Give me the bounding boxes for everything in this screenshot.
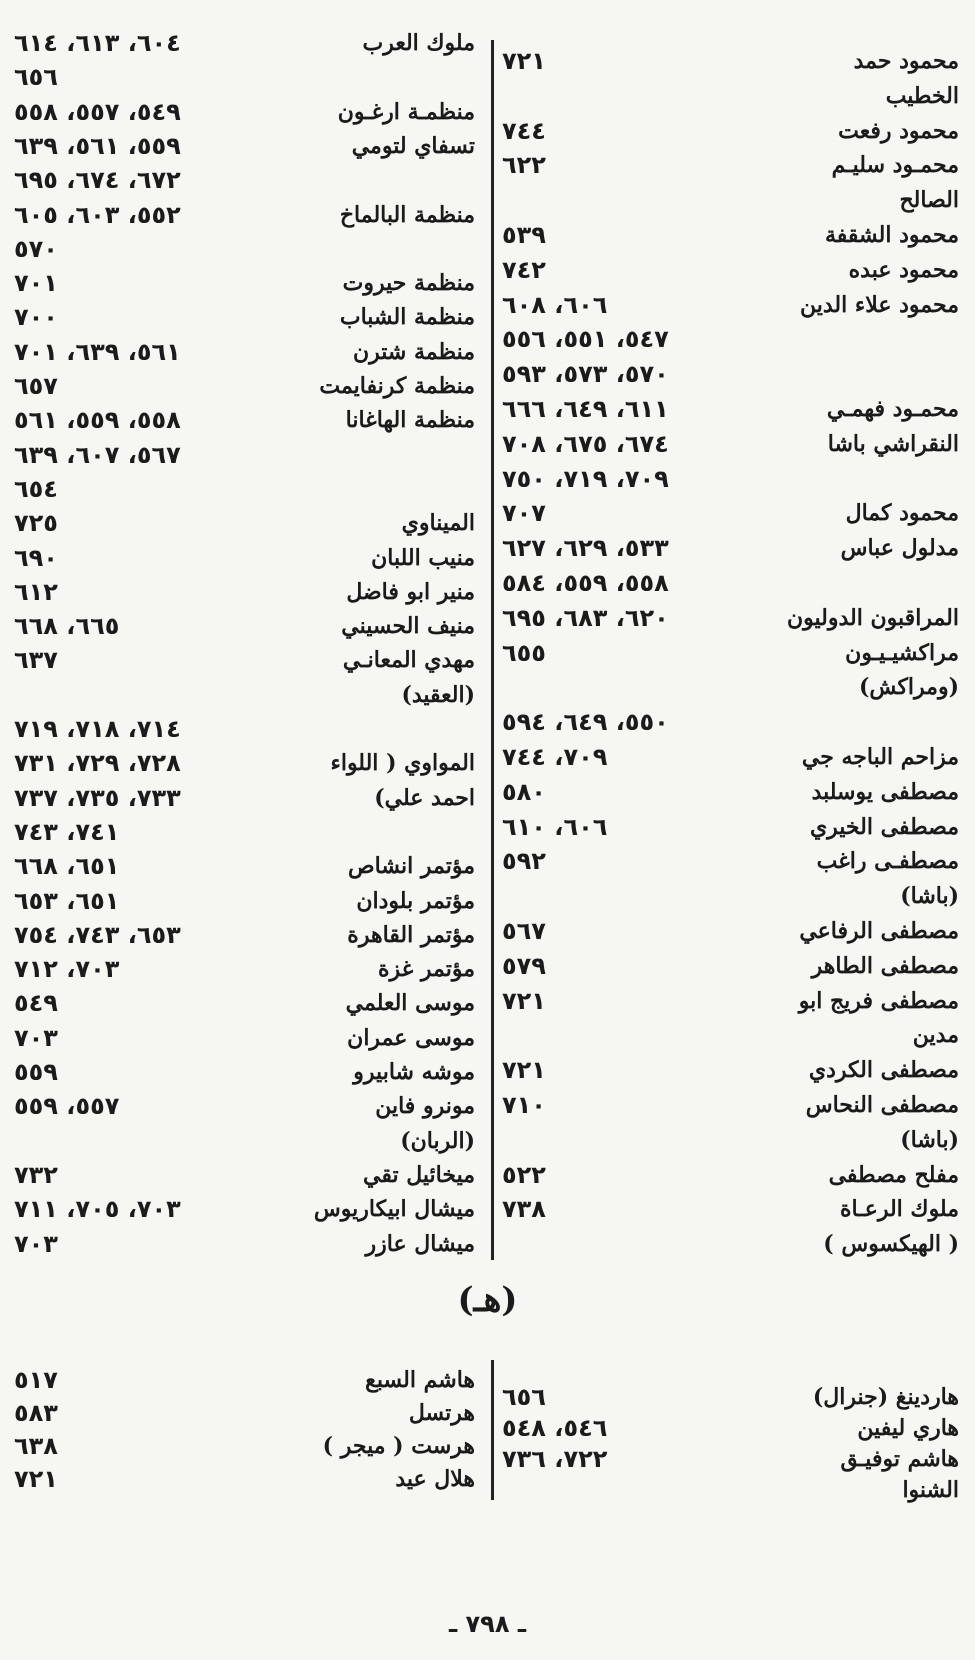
entry-name: محمود كمال [845,500,959,527]
index-entry [494,1020,975,1056]
entry-name: هاشم توفيـق [840,1446,959,1472]
entry-page-numbers: ٦٥٣، ٧٤٣، ٧٥٤ [14,920,181,949]
entry-page-numbers: ٥٥٧، ٥٥٩ [14,1092,120,1121]
index-entry [0,748,491,784]
entry-name: مصطفى الرفاعي [799,918,959,944]
entry-page-numbers: ٦٥٥ [502,638,546,667]
index-entry [0,988,491,1024]
entry-page-numbers: ٥٨٣ [14,1399,58,1427]
entry-name: (باشا) [900,1126,959,1153]
index-entry [494,638,975,674]
entry-name: مؤتمر انشاص [348,853,475,880]
index-entry [494,1090,975,1126]
entry-name: مؤتمر القاهرة [347,921,475,948]
entry-name: مصطفى يوسلبد [811,778,959,805]
index-entry [0,405,491,441]
index-entry [0,131,491,167]
entry-page-numbers: ٥٢٢ [502,1160,546,1189]
entry-page-numbers: ٧٤٢ [502,255,546,284]
entry-page-numbers: ٥٥٢، ٦٠٣، ٦٠٥ [14,200,181,229]
entry-page-numbers: ٦١٢ [14,577,58,606]
index-entry [0,474,491,510]
entry-page-numbers: ٧٠٣ [14,1229,58,1258]
entry-page-numbers: ٧٢١ [502,1056,546,1085]
entry-name: منيب اللبان [371,544,475,571]
entry-page-numbers: ٥٥٨، ٥٥٩، ٥٦١ [14,406,181,435]
entry-page-numbers: ٦١١، ٦٤٩، ٦٦٦ [502,395,669,423]
index-entry [0,645,491,681]
entry-page-numbers: ٧١٤، ٧١٨، ٧١٩ [14,715,181,743]
index-entry [494,81,975,117]
index-entry [494,464,975,500]
entry-page-numbers: ٧٣٣، ٧٣٥، ٧٣٧ [14,783,181,812]
index-entry [0,577,491,613]
entry-page-numbers: ٦٩٠ [14,543,58,572]
index-entry [494,568,975,604]
entry-name: مدين [912,1022,959,1049]
index-entry [0,371,491,407]
entry-name: الخطيب [885,82,959,109]
entry-name: محمود رفعت [838,117,959,144]
entry-page-numbers: ٦٥١، ٦٦٨ [14,852,120,881]
entry-page-numbers: ٧٠٩، ٧١٩، ٧٥٠ [502,464,669,493]
entry-page-numbers: ٥٥٩، ٥٦١، ٦٣٩ [14,131,181,160]
entry-page-numbers: ٥٧٠ [14,234,58,263]
index-entry [494,324,975,360]
entry-page-numbers: ٥١٧ [14,1366,58,1394]
entry-name: موسى عمران [347,1024,475,1051]
index-entry [494,1160,975,1196]
index-entry [494,359,975,395]
entry-name: محمـود فهمـي [826,396,959,422]
entry-name: هاري ليفين [857,1415,959,1441]
entry-page-numbers: ٥٤٦، ٥٤٨ [502,1414,608,1442]
entry-name: الشنوا [902,1477,959,1503]
index-entry [0,1431,491,1467]
entry-name: هلال عيد [395,1466,475,1492]
entry-page-numbers: ٧٣٢ [14,1160,58,1189]
entry-page-numbers: ٧١٠ [502,1091,546,1119]
index-entry [494,116,975,152]
index-entry [0,268,491,304]
index-entry [494,1055,975,1091]
entry-page-numbers: ٦٠٤، ٦١٣، ٦١٤ [14,29,181,57]
entry-name: ميشال عازر [365,1230,475,1257]
entry-name: محمود حمد [853,48,959,74]
index-entry [494,986,975,1022]
entry-page-numbers: ٥٣٩ [502,221,546,249]
index-entry [494,1229,975,1265]
entry-name: مونرو فاين [375,1093,475,1120]
entry-name: منيف الحسيني [341,613,475,640]
index-entry [0,1398,491,1434]
index-entry [0,1365,491,1401]
entry-page-numbers: ٥٧٩ [502,951,546,980]
index-entry [0,611,491,647]
entry-page-numbers: ٦٥٤ [14,474,58,503]
index-entry [0,680,491,716]
entry-page-numbers: ٦٥٦ [14,63,58,92]
entry-page-numbers: ٥٥٠، ٦٤٩، ٥٩٤ [502,708,669,737]
entry-page-numbers: ٧٠٠ [14,303,58,332]
entry-page-numbers: ٧٢١ [502,47,546,75]
index-entry [0,1160,491,1196]
index-entry [0,234,491,270]
entry-page-numbers: ٥٤٧، ٥٥١، ٥٥٦ [502,325,669,354]
index-entry [494,1475,975,1511]
index-entry [0,886,491,922]
entry-name: المواوي ( اللواء [330,750,475,777]
index-entry [494,290,975,326]
entry-page-numbers: ٧٠٩، ٧٤٤ [502,743,608,771]
index-entry [494,533,975,569]
index-entry [494,672,975,708]
entry-page-numbers: ٧٠٣ [14,1023,58,1052]
index-entry [494,46,975,82]
entry-name: منظمة حيروت [342,270,475,297]
entry-name: مؤتمر غزة [378,956,475,983]
index-entry [494,603,975,639]
entry-page-numbers: ٦٧٤، ٦٧٥، ٧٠٨ [502,429,669,458]
index-entry [494,394,975,430]
entry-page-numbers: ٥٦٧ [502,917,546,945]
entry-page-numbers: ٦٧٢، ٦٧٤، ٦٩٥ [14,166,181,195]
entry-page-numbers: ٦٠٦، ٦٠٨ [502,290,608,319]
entry-page-numbers: ٦٠٦، ٦١٠ [502,812,608,841]
index-entry [494,881,975,917]
entry-name: منظمة شترن [352,338,475,365]
index-entry [0,851,491,887]
entry-page-numbers: ٥٤٩ [14,989,58,1018]
entry-page-numbers: ٧٢٨، ٧٢٩، ٧٣١ [14,749,181,778]
entry-name: ميخائيل تقي [363,1161,475,1188]
index-entry [0,508,491,544]
entry-name: ملوك الرعـاة [840,1196,959,1223]
index-entry [0,714,491,750]
entry-page-numbers: ٦٣٧ [14,646,58,675]
entry-name: المراقبون الدوليون [787,604,959,631]
entry-name: مراكشيـيـون [845,639,959,666]
index-entry [0,337,491,373]
entry-name: هاشم السبع [365,1367,475,1393]
entry-page-numbers: ٧٢٥ [14,509,58,538]
entry-name: النقراشي باشا [827,430,959,457]
entry-name: هرست ( ميجر ) [322,1433,475,1459]
index-entry [0,1057,491,1093]
index-entry [494,777,975,813]
entry-page-numbers: ٧٤١، ٧٤٣ [14,817,120,846]
entry-name: مؤتمر بلودان [356,887,475,914]
entry-name: محمود علاء الدين [799,291,959,318]
entry-page-numbers: ٥٣٣، ٦٢٩، ٦٢٧ [502,534,669,563]
index-entry [0,817,491,853]
entry-name: الميناوي [401,510,475,537]
entry-name: منير ابو فاضل [346,578,475,605]
index-entry [494,1194,975,1230]
index-entry [494,1125,975,1161]
entry-page-numbers: ٥٥٨، ٥٥٩، ٥٨٤ [502,569,669,597]
entry-page-numbers: ٧٠٣، ٧٠٥، ٧١١ [14,1195,181,1224]
entry-name: مفلح مصطفى [828,1161,959,1188]
entry-page-numbers: ٦٢٠، ٦٨٣، ٦٩٥ [502,603,669,632]
entry-page-numbers: ٧٢٢، ٧٣٦ [502,1445,608,1473]
entry-name: محمـود سليـم [831,152,959,179]
entry-name: مهدي المعانـي [342,647,475,674]
index-entry [0,165,491,201]
entry-name: منظمة كرنفايمت [319,373,475,399]
entry-name: مصطفـى راغب [816,848,959,875]
entry-page-numbers: ٧٢١ [502,986,546,1015]
index-entry [0,1023,491,1059]
entry-page-numbers: ٥٤٩، ٥٥٧، ٥٥٨ [14,97,181,126]
index-entry [0,543,491,579]
index-entry [494,846,975,882]
entry-page-numbers: ٥٦٧، ٦٠٧، ٦٣٩ [14,440,181,469]
index-entry [494,951,975,987]
entry-page-numbers: ٦٣٨ [14,1432,58,1460]
index-entry [0,62,491,98]
index-entry [0,954,491,990]
index-entry [0,1091,491,1127]
entry-name: ( الهيكسوس ) [823,1231,959,1258]
entry-page-numbers: ٥٥٩ [14,1058,58,1086]
entry-name: (الربان) [400,1127,475,1154]
entry-page-numbers: ٧٤٤ [502,116,546,145]
entry-page-numbers: ٥٨٠ [502,777,546,806]
entry-name: منظمة الهاغانا [345,407,475,434]
entry-name: موشه شابيرو [353,1059,475,1085]
index-entry [494,498,975,534]
entry-name: مصطفى الكردي [808,1057,959,1084]
index-entry [0,200,491,236]
index-entry [0,1229,491,1265]
index-entry [494,742,975,778]
index-entry [494,429,975,465]
entry-name: ميشال ابيكاريوس [313,1196,475,1223]
index-entry [494,255,975,291]
entry-name: منظمة الشباب [339,304,475,331]
section-letter: (هـ) [457,1280,518,1320]
entry-page-numbers: ٦٥٧ [14,372,58,400]
entry-page-numbers: ٧٣٨ [502,1195,546,1224]
entry-name: هرتسل [408,1400,475,1426]
entry-name: محمود الشقفة [824,222,959,248]
entry-name: احمد علي) [374,784,475,811]
index-entry [494,812,975,848]
index-entry [0,783,491,819]
entry-name: منظمة البالماخ [339,201,475,228]
entry-name: هاردينغ (جنرال) [812,1384,959,1410]
entry-page-numbers: ٥٧٠، ٥٧٣، ٥٩٣ [502,360,669,389]
entry-page-numbers: ٧٠٧ [502,499,546,528]
entry-name: تسفاي لتومي [351,132,475,159]
index-entry [494,150,975,186]
entry-page-numbers: ٦٥١، ٦٥٣ [14,886,120,915]
entry-page-numbers: ٧٠١ [14,269,58,298]
index-entry [0,440,491,476]
entry-page-numbers: ٦٦٥، ٦٦٨ [14,612,120,641]
index-entry [494,185,975,221]
entry-name: مصطفى الخيري [809,813,959,840]
entry-name: ملوك العرب [362,30,475,56]
entry-page-numbers: ٦٢٢ [502,151,546,180]
index-entry [0,28,491,64]
entry-name: محمود عبده [848,256,959,283]
page-number: ـ ٧٩٨ ـ [448,1610,527,1638]
index-entry [494,707,975,743]
entry-name: مدلول عباس [840,535,959,562]
entry-name: (ومراكش) [859,674,959,701]
entry-page-numbers: ٥٩٢ [502,847,546,876]
entry-name: (العقيد) [401,681,475,708]
entry-name: الصالح [899,187,959,214]
entry-name: موسى العلمي [345,990,475,1017]
index-entry [0,1194,491,1230]
index-entry [0,97,491,133]
entry-name: مصطفى فريج ابو [798,987,959,1014]
entry-page-numbers: ٧٢١ [14,1465,58,1493]
index-entry [494,916,975,952]
entry-name: مزاحم الباجه جي [801,744,959,770]
index-entry [494,220,975,256]
index-entry [0,920,491,956]
index-entry [0,302,491,338]
entry-page-numbers: ٧٠٣، ٧١٢ [14,955,120,984]
index-entry [0,1126,491,1162]
entry-name: مصطفى النحاس [805,1092,959,1118]
index-entry [0,1464,491,1500]
entry-page-numbers: ٦٥٦ [502,1383,546,1411]
entry-name: مصطفى الطاهر [811,952,959,979]
entry-name: منظمـة ارغـون [337,98,475,125]
entry-name: (باشا) [900,883,959,910]
entry-page-numbers: ٥٦١، ٦٣٩، ٧٠١ [14,337,181,366]
